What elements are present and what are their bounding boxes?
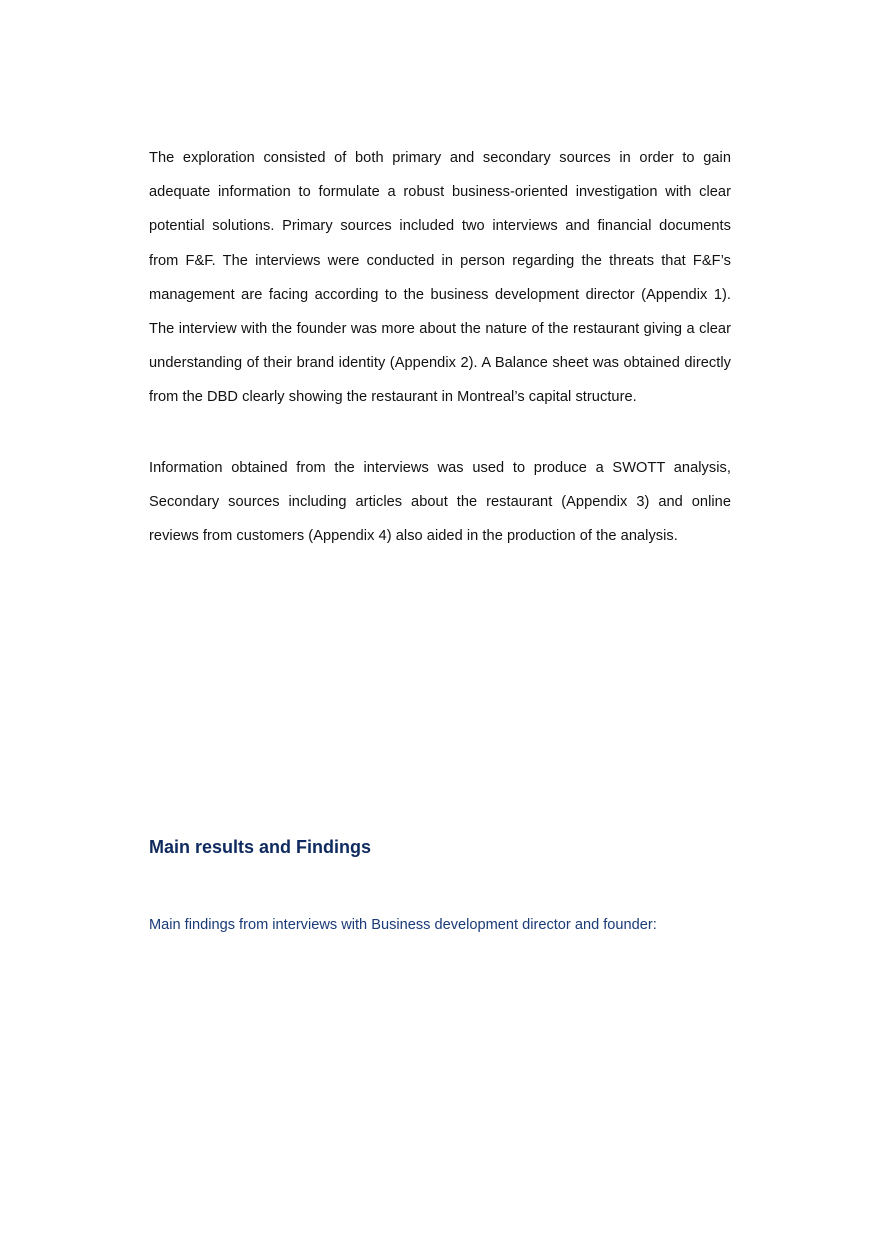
findings-subheading: Main findings from interviews with Business development director and founder: <box>149 917 657 933</box>
methodology-paragraph: The exploration consisted of both primary and secondary sources in order to gain adequate information to formulate a robust business-oriented investigation with clear potential solutions. Primary sources included two interviews and financial documents from F&F. The interviews were conducted in person regarding the threats that F&F’s management are facing according to the business development director (Appendix 1). The interview with the founder was more about the nature of the restaurant giving a clear understanding of their brand identity (Appendix 2). A Balance sheet was obtained directly from the DBD clearly showing the restaurant in Montreal’s capital structure. <box>149 150 731 406</box>
sources-paragraph: Information obtained from the interviews was used to produce a SWOTT analysis, Secondary sources including articles about the restaurant (Appendix 3) and online reviews from customers (Appendix 4) also aided in the production of the analysis. <box>149 460 731 545</box>
section-heading: Main results and Findings <box>149 837 372 857</box>
